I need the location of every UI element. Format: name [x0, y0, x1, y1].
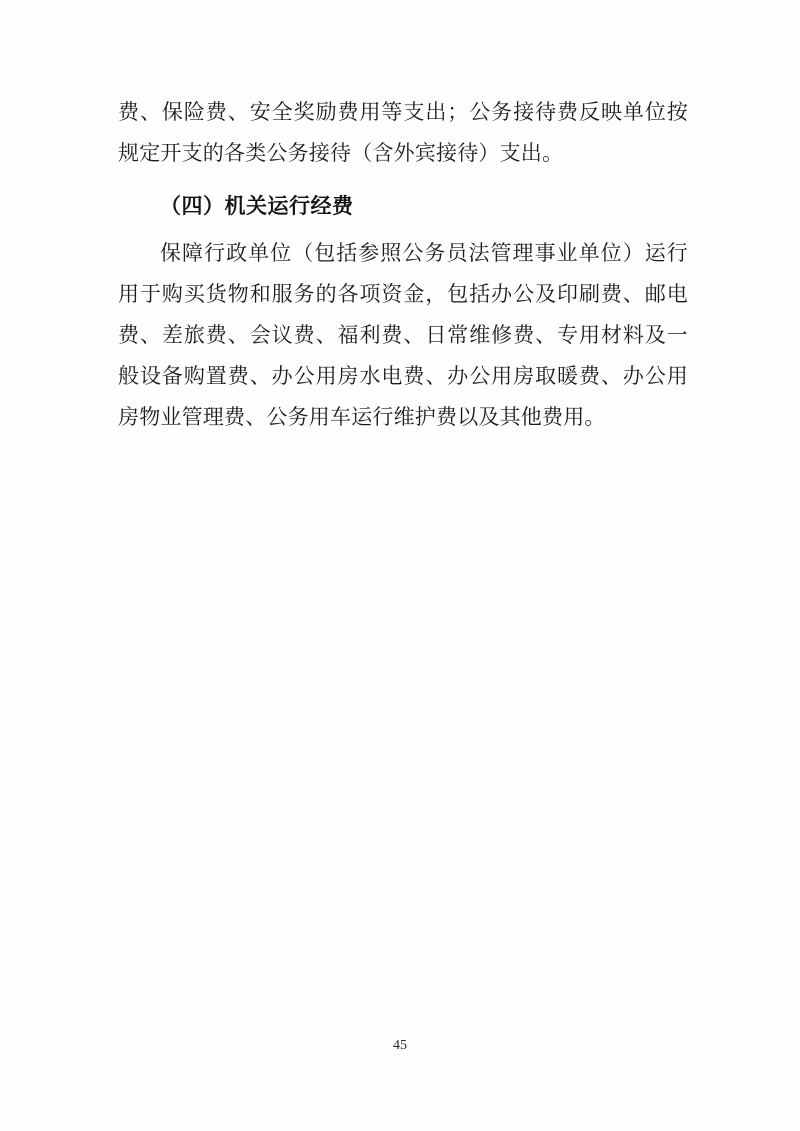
paragraph-body: 保障行政单位（包括参照公务员法管理事业单位）运行用于购买货物和服务的各项资金，包括办公及印刷费、邮电费、差旅费、会议费、福利费、日常维修费、专用材料及一般设备购置费、办公用房水电费、办公用房取暖费、办公用房物业管理费、公务用车运行维护费以及其他费用。: [118, 241, 688, 429]
page-content: [118, 92, 688, 438]
section-heading: （四）机关运行经费: [160, 194, 354, 218]
paragraph-continued: 费、保险费、安全奖励费用等支出；公务接待费反映单位按规定开支的各类公务接待（含外宾接待）支出。: [118, 100, 688, 165]
page-number: 45: [393, 1038, 407, 1053]
